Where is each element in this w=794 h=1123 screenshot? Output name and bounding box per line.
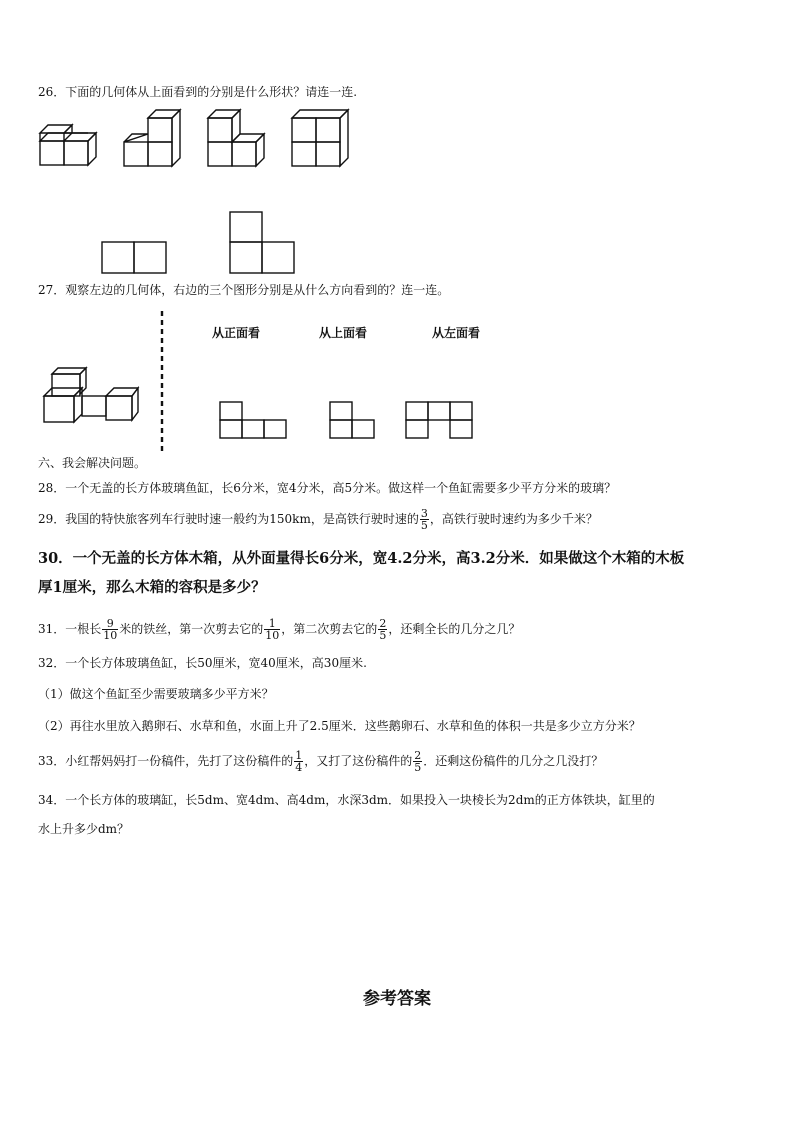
view-shape-3 [405,401,475,441]
fraction: $\frac{1}{10}$ [265,617,280,642]
question-32: 32．一个长方体玻璃鱼缸，长50厘米，宽40厘米，高30厘米. [38,656,367,670]
question-27: 27．观察左边的几何体，右边的三个图形分别是从什么方向看到的？连一连。 [38,283,450,297]
top-view-shape-2 [229,211,295,275]
question-31: 31．一根长 $\frac{9}{10}$ 米的铁丝，第一次剪去它的 $\frac{1}{10}$ ，第二次剪去它的 $\frac{2}{5}$ ，还剩全长的几分之几？ [38,617,521,642]
question-30-line-1: 30．一个无盖的长方体木箱，从外面量得长6分米，宽4.2分米，高3.2分米．如果做这个木箱的木板 [38,550,685,567]
view-shape-2 [329,401,377,441]
dashed-divider [160,311,164,451]
answers-title: 参考答案 [363,989,431,1009]
question-34-line-1: 34．一个长方体的玻璃缸，长5dm、宽4dm、高4dm，水深3dm．如果投入一块棱长为2dm的正方体铁块，缸里的 [38,793,655,807]
fraction: $\frac{1}{4}$ [295,749,303,774]
cube-solid-1 [38,124,100,168]
view-label-top: 从上面看 [319,326,368,340]
cube-solid-4 [290,104,352,168]
question-32-sub-1: （1）做这个鱼缸至少需要玻璃多少平方米？ [38,687,274,701]
question-28: 28．一个无盖的长方体玻璃鱼缸，长6分米，宽4分米，高5分米。做这样一个鱼缸需要多少平方分米的玻璃？ [38,481,617,495]
question-29: 29．我国的特快旅客列车行驶时速一般约为150km，是高铁行驶时速的 $\frac{3}{5}$ ，高铁行驶时速约为多少千米？ [38,507,598,532]
fraction: $\frac{2}{5}$ [379,617,387,642]
question-30-line-2: 厚1厘米，那么木箱的容积是多少？ [38,579,266,596]
fraction: $\frac{3}{5}$ [420,507,428,532]
view-label-front: 从正面看 [212,326,261,340]
view-shape-1 [219,401,289,441]
view-label-left: 从左面看 [432,326,481,340]
question-34-line-2: 水上升多少dm？ [38,822,130,836]
question-32-sub-2: （2）再往水里放入鹅卵石、水草和鱼，水面上升了2.5厘米．这些鹅卵石、水草和鱼的体积一共是多少立方分米？ [38,719,641,733]
question-26: 26．下面的几何体从上面看到的分别是什么形状？请连一连. [38,85,358,99]
fraction: $\frac{2}{5}$ [414,749,422,774]
cube-solid-q27 [42,366,142,428]
top-view-shape-1 [101,241,167,275]
section-6-title: 六、我会解决问题。 [38,456,147,470]
fraction: $\frac{9}{10}$ [103,617,118,642]
cube-solid-2 [122,104,184,168]
cube-solid-3 [206,104,268,168]
question-33: 33．小红帮妈妈打一份稿件，先打了这份稿件的 $\frac{1}{4}$ ，又打了这份稿件的 $\frac{2}{5}$ ．还剩这份稿件的几分之几没打？ [38,749,604,774]
